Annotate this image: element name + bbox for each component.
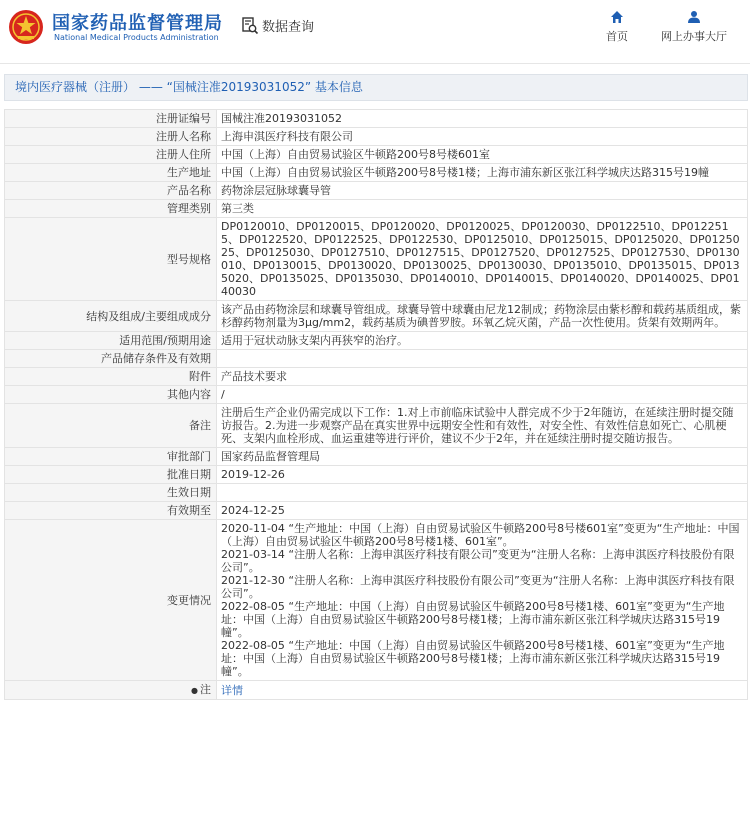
- field-label: [5, 520, 217, 681]
- field-value-text: 第三类: [221, 202, 254, 215]
- field-value-text: /: [221, 388, 225, 401]
- field-value: [217, 164, 748, 182]
- change-entry: 2022-08-05 “生产地址：中国（上海）自由贸易试验区牛顿路200号8号楼1楼、601室”变更为“生产地址：中国（上海）自由贸易试验区牛顿路200号8号楼1楼；上海市浦东新区张江科学城庆达路315号19幢”。: [221, 639, 725, 678]
- table-row: [5, 182, 748, 200]
- table-row: [5, 146, 748, 164]
- field-value-text: 国械注准20193031052: [221, 112, 342, 125]
- field-value: [217, 350, 748, 368]
- field-value-text: 中国（上海）自由贸易试验区牛顿路200号8号楼1楼；上海市浦东新区张江科学城庆达路315号19幢: [221, 166, 709, 179]
- field-label: [5, 681, 217, 700]
- field-label-text: 生效日期: [167, 486, 211, 499]
- table-row: [5, 164, 748, 182]
- field-value-text: 2019-12-26: [221, 468, 285, 481]
- field-value-text: 药物涂层冠脉球囊导管: [221, 184, 331, 197]
- change-entry: 2022-08-05 “生产地址：中国（上海）自由贸易试验区牛顿路200号8号楼1楼、601室”变更为“生产地址：中国（上海）自由贸易试验区牛顿路200号8号楼1楼；上海市浦东新区张江科学城庆达路315号19幢”。: [221, 600, 725, 639]
- field-value-text: 2024-12-25: [221, 504, 285, 517]
- field-value: [217, 386, 748, 404]
- field-value: [217, 681, 748, 700]
- field-label-text: 注册证编号: [156, 112, 211, 125]
- field-label-text: 产品储存条件及有效期: [101, 352, 211, 365]
- field-label: [5, 128, 217, 146]
- detail-link[interactable]: 详情: [221, 683, 243, 697]
- field-label-text: 型号规格: [167, 252, 211, 266]
- field-label-text: 变更情况: [167, 593, 211, 607]
- field-value: [217, 146, 748, 164]
- field-value: [217, 301, 748, 332]
- field-value-text: 注册后生产企业仍需完成以下工作：1.对上市前临床试验中人群完成不少于2年随访，在延续注册时提交随访报告。2.为进一步观察产品在真实世界中远期安全性和有效性，对安全性、有效性信息如死亡、心肌梗死、支架内血栓形成、血运重建等进行评价，建议不少于2年，并在延续注册时提交随访报告。: [221, 406, 734, 445]
- user-icon: [687, 10, 701, 24]
- nav-home-label: 首页: [606, 30, 628, 43]
- change-entry: 2021-12-30 “注册人名称：上海申淇医疗科技股份有限公司”变更为“注册人名称：上海申淇医疗科技有限公司”。: [221, 574, 735, 600]
- table-row: [5, 466, 748, 484]
- logo-title[interactable]: 国家药品监督管理局: [52, 13, 223, 34]
- change-entry: 2021-03-14 “注册人名称：上海申淇医疗科技有限公司”变更为“注册人名称：上海申淇医疗科技股份有限公司”。: [221, 548, 735, 574]
- table-row: [5, 404, 748, 448]
- table-row: [5, 502, 748, 520]
- field-label: [5, 368, 217, 386]
- nav-online-label: 网上办事大厅: [661, 30, 727, 43]
- home-icon: [610, 10, 624, 24]
- table-row: [5, 200, 748, 218]
- field-label-text: 注册人住所: [156, 148, 211, 161]
- field-label-text: 其他内容: [167, 388, 211, 401]
- nav-home[interactable]: [600, 10, 634, 44]
- field-value: [217, 466, 748, 484]
- field-label: [5, 200, 217, 218]
- table-row: [5, 520, 748, 681]
- field-label-text: 产品名称: [167, 184, 211, 197]
- field-value-text: 中国（上海）自由贸易试验区牛顿路200号8号楼601室: [221, 148, 490, 161]
- table-row: [5, 484, 748, 502]
- table-row: [5, 332, 748, 350]
- header-divider: [0, 63, 750, 64]
- field-label: [5, 218, 217, 301]
- field-label-text: 适用范围/预期用途: [119, 334, 211, 347]
- field-label-text: 生产地址: [167, 166, 211, 179]
- field-value: [217, 404, 748, 448]
- breadcrumb-record: —— “国械注准20193031052” 基本信息: [135, 80, 363, 94]
- field-label-text: 管理类别: [167, 202, 211, 215]
- field-value: [217, 484, 748, 502]
- breadcrumb-category[interactable]: 境内医疗器械（注册）: [15, 80, 136, 94]
- change-entry: 2020-11-04 “生产地址：中国（上海）自由贸易试验区牛顿路200号8号楼601室”变更为“生产地址：中国（上海）自由贸易试验区牛顿路200号8号楼1楼、601室”。: [221, 522, 740, 548]
- field-value: [217, 200, 748, 218]
- change-history: [217, 520, 748, 681]
- field-value-text: 产品技术要求: [221, 370, 287, 383]
- search-document-icon: [241, 17, 259, 35]
- field-label: [5, 110, 217, 128]
- table-row: [5, 368, 748, 386]
- field-value: [217, 502, 748, 520]
- field-value: [217, 448, 748, 466]
- table-row: [5, 681, 748, 700]
- field-value: [217, 128, 748, 146]
- data-query-label: 数据查询: [262, 20, 315, 35]
- field-label-text: 审批部门: [167, 450, 211, 463]
- field-label-text: 备注: [189, 419, 211, 432]
- field-label: [5, 301, 217, 332]
- field-label-text: 附件: [189, 370, 211, 383]
- field-label-text: 注册人名称: [156, 130, 211, 143]
- field-value-text: 上海申淇医疗科技有限公司: [221, 130, 353, 143]
- field-value-text: 适用于冠状动脉支架内再狭窄的治疗。: [221, 334, 408, 347]
- table-row: [5, 301, 748, 332]
- field-value: [217, 218, 748, 301]
- table-row: [5, 448, 748, 466]
- field-label-text: 注: [200, 683, 211, 696]
- field-label: [5, 164, 217, 182]
- table-row: [5, 218, 748, 301]
- field-value: [217, 110, 748, 128]
- logo-subtitle: National Medical Products Administration: [54, 33, 219, 42]
- field-label: [5, 404, 217, 448]
- nav-online-hall[interactable]: [652, 10, 736, 44]
- table-row: [5, 386, 748, 404]
- site-header: [0, 0, 750, 63]
- national-emblem-icon: [8, 9, 44, 45]
- field-label: [5, 466, 217, 484]
- field-label-text: 结构及组成/主要组成成分: [86, 309, 211, 323]
- table-row: [5, 128, 748, 146]
- table-row: [5, 350, 748, 368]
- detail-table: [4, 109, 748, 700]
- field-label: [5, 502, 217, 520]
- field-label: [5, 182, 217, 200]
- field-label: [5, 386, 217, 404]
- breadcrumb: [4, 74, 748, 101]
- field-label: [5, 146, 217, 164]
- field-value: [217, 332, 748, 350]
- field-value: [217, 182, 748, 200]
- field-label: [5, 484, 217, 502]
- field-label-text: 批准日期: [167, 468, 211, 481]
- data-query-link[interactable]: [241, 16, 314, 35]
- field-label: [5, 332, 217, 350]
- location-pin-icon: ●: [191, 686, 198, 695]
- field-label-text: 有效期至: [167, 504, 211, 517]
- field-value: [217, 368, 748, 386]
- field-value-text: 该产品由药物涂层和球囊导管组成。球囊导管中球囊由尼龙12制成；药物涂层由紫杉醇和载药基质组成，紫杉醇药物剂量为3μg/mm2，载药基质为碘普罗胺。环氧乙烷灭菌，产品一次性使用。货架有效期两年。: [221, 303, 741, 329]
- field-label: [5, 350, 217, 368]
- table-row: [5, 110, 748, 128]
- field-value-text: 国家药品监督管理局: [221, 450, 320, 463]
- field-value-text: DP0120010、DP0120015、DP0120020、DP0120025、DP0120030、DP0122510、DP0122515、DP0122520、DP0122525、DP0122530、DP0125010、DP0125015、DP0125020、DP0125025、DP0125030、DP0127510、DP0127515、DP0127520、DP0127525、DP0127530、DP0130010、DP0130015、DP0130020、DP0130025、DP0130030、DP0135010、DP0135015、DP0135020、DP0135025、DP0135030、DP0140010、DP0140015、DP0140020、DP0140025、DP0140030: [221, 220, 740, 298]
- field-label: [5, 448, 217, 466]
